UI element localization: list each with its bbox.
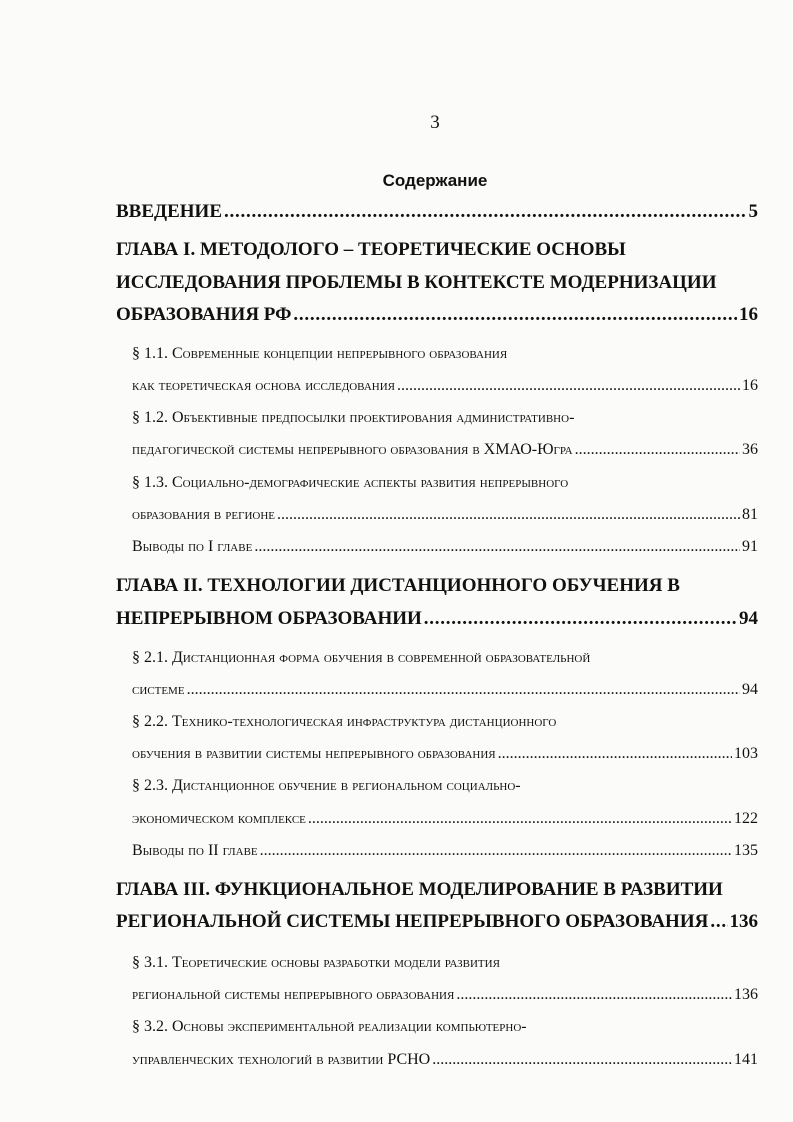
section-text: системе [132, 681, 185, 698]
dot-leader [575, 442, 740, 458]
section-1-2[interactable] [132, 410, 574, 426]
toc-page-number: 81 [742, 506, 758, 523]
dot-leader [277, 507, 740, 523]
chapter-3-heading[interactable] [116, 880, 723, 899]
dot-leader [293, 305, 737, 324]
toc-page-number: 122 [734, 810, 758, 827]
toc-page-number: 16 [742, 377, 758, 394]
section-2-3[interactable] [132, 811, 758, 827]
section-2-1[interactable] [132, 682, 758, 698]
chapter-2-heading[interactable] [116, 609, 758, 628]
section-text: Выводы по II главе [132, 842, 258, 859]
section-1-3[interactable] [132, 507, 758, 523]
section-1-1[interactable] [132, 346, 507, 362]
section-2-2[interactable] [132, 746, 758, 762]
section-2-1[interactable] [132, 650, 590, 666]
section-text: § 1.3. Социально-демографические аспекты развития непрерывного [132, 474, 569, 491]
section-1-2[interactable] [132, 442, 758, 458]
chapter-1-heading[interactable] [116, 273, 716, 292]
chapter-heading-text: НЕПРЕРЫВНОМ ОБРАЗОВАНИИ [116, 608, 422, 629]
chapter-heading-text: ГЛАВА III. ФУНКЦИОНАЛЬНОЕ МОДЕЛИРОВАНИЕ В РАЗВИТИИ [116, 879, 723, 900]
chapter-heading-text: ИССЛЕДОВАНИЯ ПРОБЛЕМЫ В КОНТЕКСТЕ МОДЕРНИЗАЦИИ [116, 272, 717, 293]
chapter-heading-text: ГЛАВА I. МЕТОДОЛОГО – ТЕОРЕТИЧЕСКИЕ ОСНОВЫ [116, 239, 626, 260]
chapter-heading-text: ОБРАЗОВАНИЯ РФ [116, 304, 292, 325]
toc-page-number: 5 [748, 201, 758, 222]
section-text: § 1.2. Объективные предпосылки проектирования административно- [132, 409, 575, 426]
dot-leader [224, 202, 747, 221]
toc-page-number: 135 [734, 842, 758, 859]
toc-page-number: 103 [734, 745, 758, 762]
dot-leader [432, 1052, 732, 1068]
section-3-1[interactable] [132, 987, 758, 1003]
page-number: 3 [430, 112, 440, 133]
section-text: § 2.2. Технико-технологическая инфраструктура дистанционного [132, 713, 557, 730]
section-1-1[interactable] [132, 378, 758, 394]
chapter-2-heading[interactable] [116, 576, 680, 595]
dot-leader [710, 912, 727, 931]
dot-leader [187, 682, 740, 698]
dot-leader [397, 378, 740, 394]
toc-page-number: 36 [742, 441, 758, 458]
section-text: Выводы по I главе [132, 538, 253, 555]
dot-leader [254, 539, 740, 555]
section-2-2[interactable] [132, 714, 556, 730]
section-text: экономическом комплексе [132, 810, 306, 827]
section-3-2[interactable] [132, 1052, 758, 1068]
chapter-1-heading[interactable] [116, 305, 758, 324]
section-1-3[interactable] [132, 475, 568, 491]
conclusions-chapter-2[interactable] [132, 843, 758, 859]
toc-page-number: 16 [739, 304, 758, 325]
section-text: образования в регионе [132, 506, 275, 523]
section-text: § 2.1. Дистанционная форма обучения в современной образовательной [132, 649, 591, 666]
section-text: обучения в развитии системы непрерывного образования [132, 745, 496, 762]
section-3-1[interactable] [132, 955, 500, 971]
toc-entry-intro[interactable] [116, 202, 758, 221]
section-text: § 3.2. Основы экспериментальной реализации компьютерно- [132, 1018, 527, 1035]
dot-leader [424, 609, 737, 628]
toc-page-number: 141 [734, 1051, 758, 1068]
dot-leader [260, 843, 732, 859]
toc-title: Содержание [382, 171, 488, 190]
conclusions-chapter-1[interactable] [132, 539, 758, 555]
section-text: § 1.1. Современные концепции непрерывного образования [132, 345, 508, 362]
chapter-1-heading[interactable] [116, 240, 626, 259]
section-3-2[interactable] [132, 1019, 527, 1035]
section-text: педагогической системы непрерывного образования в ХМАО-Югра [132, 441, 573, 458]
toc-page-number: 136 [734, 986, 758, 1003]
toc-entry-label: ВВЕДЕНИЕ [116, 201, 222, 222]
dot-leader [498, 746, 732, 762]
chapter-heading-text: РЕГИОНАЛЬНОЙ СИСТЕМЫ НЕПРЕРЫВНОГО ОБРАЗОВАНИЯ [116, 911, 709, 932]
chapter-3-heading[interactable] [116, 912, 758, 931]
toc-page-number: 94 [739, 608, 758, 629]
section-text: § 2.3. Дистанционное обучение в региональном социально- [132, 777, 521, 794]
section-text: региональной системы непрерывного образования [132, 986, 455, 1003]
dot-leader [456, 987, 732, 1003]
toc-page-number: 91 [742, 538, 758, 555]
section-text: § 3.1. Теоретические основы разработки модели развития [132, 954, 500, 971]
chapter-heading-text: ГЛАВА II. ТЕХНОЛОГИИ ДИСТАНЦИОННОГО ОБУЧЕНИЯ В [116, 575, 680, 596]
section-2-3[interactable] [132, 778, 521, 794]
dot-leader [308, 811, 732, 827]
toc-page-number: 94 [742, 681, 758, 698]
section-text: управленческих технологий в развитии РСНО [132, 1051, 431, 1068]
section-text: как теоретическая основа исследования [132, 377, 395, 394]
toc-page-number: 136 [729, 911, 758, 932]
